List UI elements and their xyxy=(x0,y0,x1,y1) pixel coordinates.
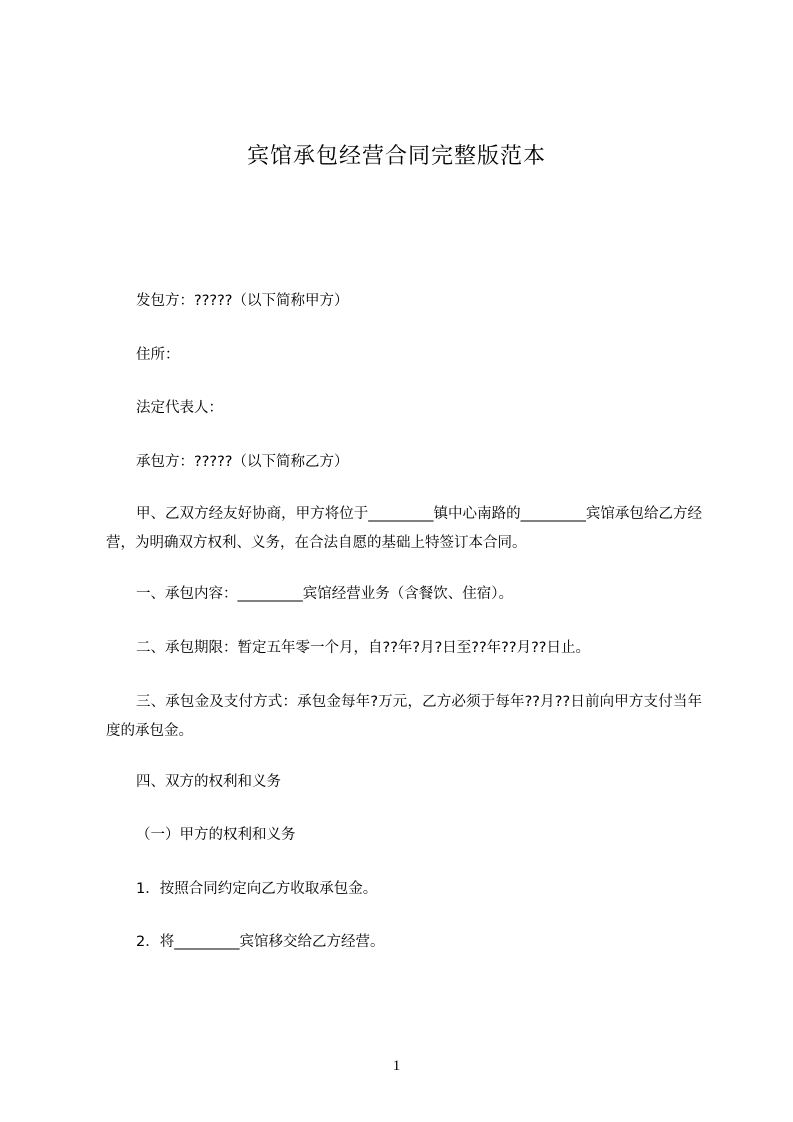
section-heading-rights: 四、双方的权利和义务 xyxy=(136,774,281,790)
subsection-heading-party-a: （一）甲方的权利和义务 xyxy=(136,827,296,843)
list-item-2: 2．将_________宾馆移交给乙方经营。 xyxy=(136,934,385,950)
paragraph-legal-representative: 法定代表人： xyxy=(136,400,223,416)
paragraph-employer: 发包方：?????（以下简称甲方） xyxy=(136,293,349,309)
page-number: 1 xyxy=(392,1058,401,1074)
list-item-1: 1．按照合同约定向乙方收取承包金。 xyxy=(136,881,378,897)
paragraph-payment: 三、承包金及支付方式：承包金每年?万元，乙方必须于每年??月??日前向甲方支付当年度的承包金。 xyxy=(106,694,702,739)
paragraph-contractor: 承包方：?????（以下简称乙方） xyxy=(136,454,349,470)
paragraph-contract-content: 一、承包内容：_________宾馆经营业务（含餐饮、住宿）。 xyxy=(136,586,513,602)
paragraph-address: 住所： xyxy=(136,347,180,363)
paragraph-contract-term: 二、承包期限：暂定五年零一个月，自??年?月?日至??年??月??日止。 xyxy=(136,640,590,656)
document-title: 宾馆承包经营合同完整版范本 xyxy=(246,144,546,169)
paragraph-preamble: 甲、乙双方经友好协商，甲方将位于_________镇中心南路的_________宾馆承包给乙方经营，为明确双方权利、义务，在合法自愿的基础上特签订本合同。 xyxy=(106,506,702,551)
